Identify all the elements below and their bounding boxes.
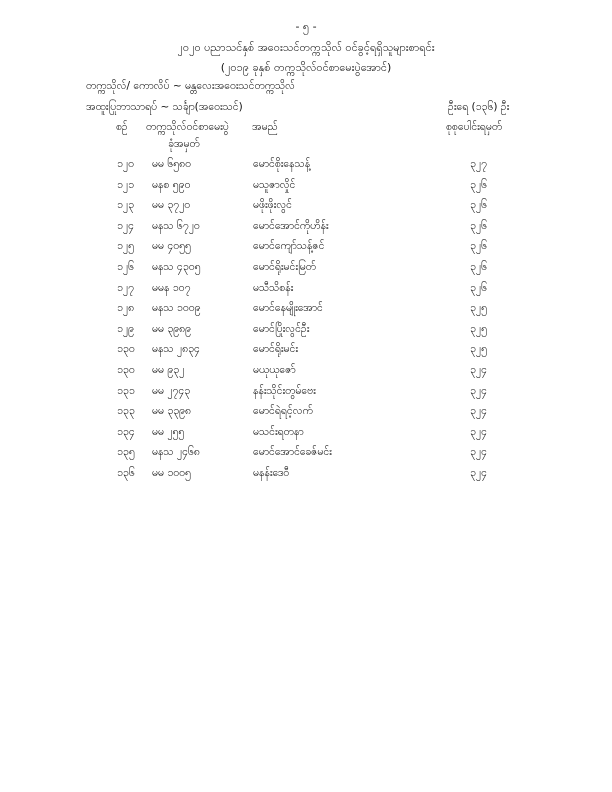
column-header-roll: တက္ကသိုလ်ဝင်စာမေးပွဲ xyxy=(146,121,229,133)
student-count: ဦးရေ (၁၃၆) ဦး xyxy=(448,101,510,113)
row-name: မယုယုဇော် xyxy=(253,363,296,376)
row-no: ၁၂၁ xyxy=(117,178,134,191)
row-roll: မမ ၂၇၄၃ xyxy=(152,384,191,397)
row-no: ၁၃၁ xyxy=(117,384,135,397)
document-subtitle: (၂၀၁၉ ခုနှစ် တက္ကသိုလ်ဝင်စာမေးပွဲအောင်) xyxy=(220,61,392,74)
row-name: မောင်ကျော်သန့်ဇင် xyxy=(253,240,325,253)
row-mark: ၃၂၅ xyxy=(470,302,487,315)
document-title: ၂၀၂၀ ပညာသင်နှစ် အဝေးသင်တက္ကသိုလ် ဝင်ခွင့်ရရှိသူများစာရင်း xyxy=(177,41,435,54)
row-name: နန်းသိုင်းတွမ်ဗေး xyxy=(253,384,316,397)
row-roll: မမ ၃၇၂၀ xyxy=(152,199,191,212)
row-roll: မနသ ၂၈၃၄ xyxy=(152,343,200,356)
table-row xyxy=(0,426,612,447)
row-mark: ၃၂၄ xyxy=(470,446,487,459)
row-mark: ၃၂၆ xyxy=(470,199,487,212)
table-row xyxy=(0,385,612,406)
row-name: မောင်ရဲရင့်လက် xyxy=(253,405,313,418)
row-mark: ၃၂၆ xyxy=(470,178,487,191)
row-roll: မမန ၁၀၇ xyxy=(152,281,191,294)
column-header-total: စုစုပေါင်းရမှတ် xyxy=(446,121,503,133)
row-no: ၁၃၀ xyxy=(117,363,135,376)
row-no: ၁၂၆ xyxy=(117,260,134,273)
row-mark: ၃၂၆ xyxy=(470,281,487,294)
row-no: ၁၃၆ xyxy=(117,466,135,479)
row-no: ၁၂၄ xyxy=(117,219,134,232)
row-mark: ၃၂၅ xyxy=(470,343,487,356)
page-number: - ၅ - xyxy=(295,20,317,33)
row-roll: မမ ၃၉၈၉ xyxy=(152,322,192,335)
column-header-roll-line2: ခုံအမှတ် xyxy=(168,138,200,150)
table-row xyxy=(0,302,612,323)
row-roll: မမ ၄၀၅၅ xyxy=(152,240,191,253)
row-no: ၁၂၉ xyxy=(117,322,134,335)
row-roll: မမ ၆၅၈၀ xyxy=(152,158,192,170)
row-roll: မမ ၁၀၀၅ xyxy=(152,466,191,479)
row-name: မောင်အောင်ခေဇ်မင်း xyxy=(253,446,332,459)
column-header-name: အမည် xyxy=(252,121,278,133)
university-line: တက္ကသိုလ်/ ကောလိပ် ~ မန္တလေးအဝေးသင်တက္ကသိုလ် xyxy=(86,80,295,92)
row-no: ၁၂၇ xyxy=(117,281,134,294)
row-mark: ၃၂၇ xyxy=(470,158,487,170)
row-name: မသူဇာလှိုင် xyxy=(253,178,296,191)
row-mark: ၃၂၄ xyxy=(470,363,487,376)
row-no: ၁၃၀ xyxy=(117,343,135,356)
row-name: မောင်ရိုးမင်း xyxy=(253,343,299,356)
results-table xyxy=(0,158,612,488)
row-name: မသီသိစန်း xyxy=(253,281,294,294)
column-header-no: စဉ် xyxy=(116,121,128,133)
row-mark: ၃၂၆ xyxy=(470,219,487,232)
row-no: ၁၃၃ xyxy=(117,405,135,418)
row-name: မသင်းရတနာ xyxy=(253,425,304,438)
row-no: ၁၂၅ xyxy=(117,240,134,253)
table-row xyxy=(0,179,612,200)
row-mark: ၃၂၆ xyxy=(470,260,487,273)
row-no: ၁၂၃ xyxy=(117,199,134,212)
row-roll: မမ ၂၅၅ xyxy=(152,425,185,438)
row-no: ၁၂၀ xyxy=(117,158,134,170)
row-name: မောင်စိုးနေသန့် xyxy=(253,158,311,170)
row-name: မနန်းဒေဝီ xyxy=(253,466,290,479)
row-mark: ၃၂၄ xyxy=(470,405,487,418)
row-name: မောင်အောင်ကိုဟိန်း xyxy=(253,219,329,232)
row-roll: မမ ၃၃၉၈ xyxy=(152,405,192,418)
row-mark: ၃၂၅ xyxy=(470,322,487,335)
row-no: ၁၃၄ xyxy=(117,425,135,438)
row-name: မောင်နေမျိုးအောင် xyxy=(253,302,323,315)
table-row xyxy=(0,199,612,220)
row-name: မောင်ပြိုးလွင်ဦး xyxy=(253,322,310,335)
row-roll: မနသ ၁၀၀၉ xyxy=(152,302,201,315)
table-row xyxy=(0,364,612,385)
row-mark: ၃၂၄ xyxy=(470,466,487,479)
row-roll: မနသ ၆၇၂၀ xyxy=(152,219,200,232)
table-row xyxy=(0,282,612,303)
row-mark: ၃၂၆ xyxy=(470,240,487,253)
major-line: အထူးပြုဘာသာရပ် ~ သင်္ချာ(အဝေးသင်) xyxy=(86,101,243,113)
row-no: ၁၂၈ xyxy=(117,302,135,315)
row-roll: မမ ၉၃၂ xyxy=(152,363,185,376)
row-roll: မနစ ၅၉၀ xyxy=(152,178,191,191)
row-mark: ၃၂၄ xyxy=(470,384,487,397)
row-roll: မနသ ၄၃၀၅ xyxy=(152,260,201,273)
table-row xyxy=(0,405,612,426)
table-row xyxy=(0,240,612,261)
row-name: မောင်ရိုးမင်းမြတ် xyxy=(253,260,317,273)
table-row xyxy=(0,261,612,282)
table-row xyxy=(0,220,612,241)
row-mark: ၃၂၄ xyxy=(470,425,487,438)
table-row xyxy=(0,158,612,179)
row-roll: မနသ ၂၄၆၈ xyxy=(152,446,200,459)
table-row xyxy=(0,343,612,364)
table-row xyxy=(0,323,612,344)
table-row xyxy=(0,467,612,488)
row-no: ၁၃၅ xyxy=(117,446,135,459)
table-row xyxy=(0,446,612,467)
row-name: မဖိုးဖိုးလွင် xyxy=(253,199,292,212)
